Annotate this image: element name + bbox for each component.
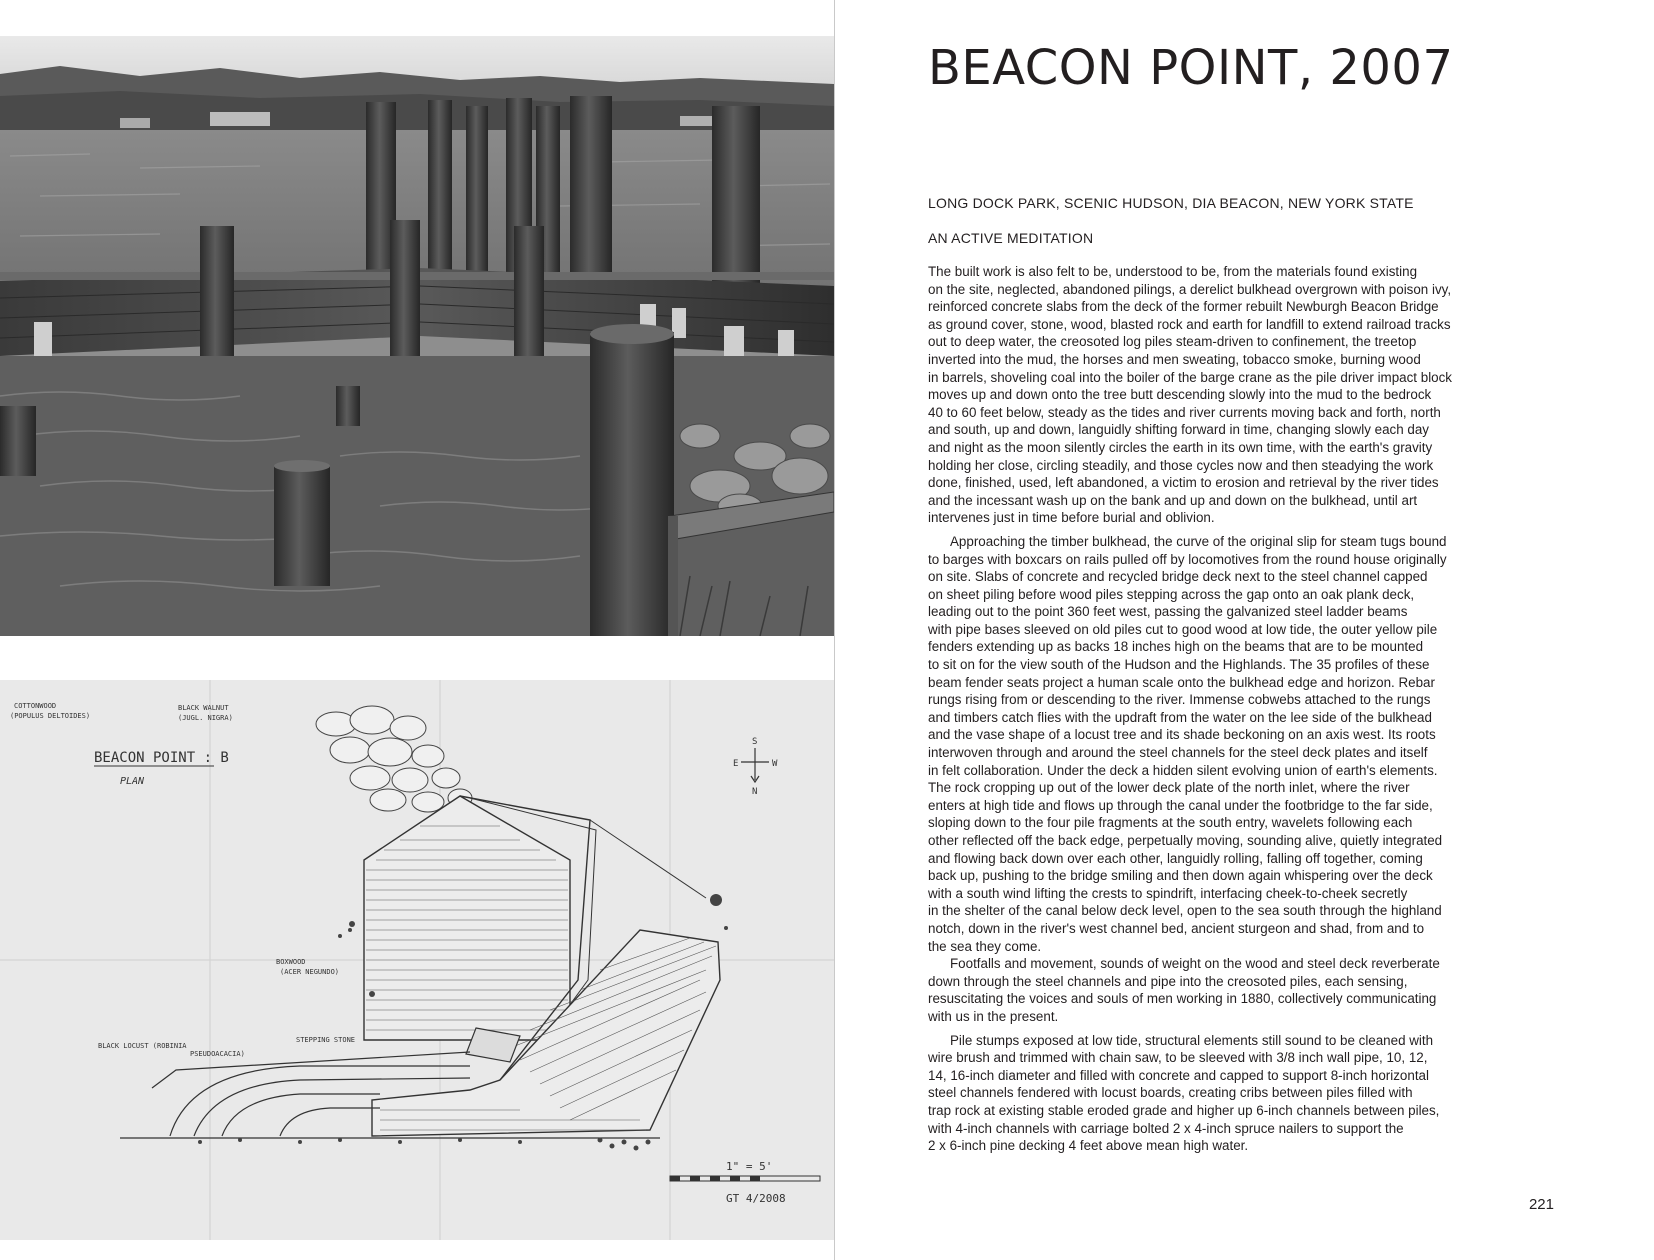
page-gutter xyxy=(834,0,835,1260)
scale-label: 1" = 5' xyxy=(726,1160,773,1173)
cottonwood-latin-label: (POPULUS DELTOIDES) xyxy=(10,712,91,720)
rock-cluster xyxy=(316,706,472,812)
paragraph: The built work is also felt to be, understood to be, from the materials found existing on the site, neglected, abandoned pilings, a derelict bulkhead overgrown with poison ivy, reinforced concrete slabs from the deck of the former rebuilt Newburgh Beacon Bridge as ground cover, stone, wood, blasted rock and earth for landfill to extend railroad tracks out to deep water, the creosoted log piles steam-driven to confinement, the treetop inverted into the mud, the horses and men sweating, tobacco smoke, burning wood in barrels, shoveling coal into the boiler of the barge crane as the pile driver impact block moves up and down onto the tree butt descending slowly into the mud to the bedrock 40 to 60 feet below, steady as the tides and river currents moving back and forth, north and south, up and down, languidly shifting forward in time, changing slowly each day and night as the moon silently circles the earth in its own time, with the earth's gravity holding her close, circling steadily, and those cycles now and then steadying the work done, finished, used, left abandoned, a victim to erosion and retrieval by the river tides and the incessant wash up on the bank and up and down on the bulkhead, until art intervenes just in time before burial and oblivion. xyxy=(928,264,1453,526)
compass-east: E xyxy=(733,759,739,769)
page-title: BEACON POINT, 2007 xyxy=(928,40,1454,96)
compass-south: S xyxy=(752,737,758,747)
pier-photograph xyxy=(0,36,834,636)
black-locust-latin-label: PSEUDOACACIA) xyxy=(190,1050,245,1058)
boxwood-latin-label: (ACER NEGUNDO) xyxy=(280,968,340,976)
black-walnut-latin-label: (JUGL. NIGRA) xyxy=(178,714,233,722)
subtitle-heading: AN ACTIVE MEDITATION xyxy=(928,230,1094,246)
cottonwood-label: COTTONWOOD xyxy=(14,702,57,710)
boxwood-label: BOXWOOD xyxy=(276,958,306,966)
location-heading: LONG DOCK PARK, SCENIC HUDSON, DIA BEACON, NEW YORK STATE xyxy=(928,195,1414,211)
black-walnut-label: BLACK WALNUT xyxy=(178,704,229,712)
paragraph: Pile stumps exposed at low tide, structural elements still sound to be cleaned with wire brush and trimmed with chain saw, to be sleeved with 3/8 inch wall pipe, 10, 12, 14, 16-inch diameter and filled with concrete and capped to support 8-inch horizontal steel channels fendered with locust boards, creating cribs between piles filled with trap rock at existing stable eroded grade and higher up 6-inch channels between piles, with 4-inch channels with carriage bolted 2 x 4-inch spruce nailers to support the 2 x 6-inch pine decking 4 feet above mean high water. xyxy=(928,1032,1440,1154)
scale-bar xyxy=(670,1176,820,1181)
paragraph: Footfalls and movement, sounds of weight on the wood and steel deck reverberate down through the steel channels and pipe into the creosoted piles, each sensing, resuscitating the voices and souls of men working in 1880, collectively communicating with us in the present. xyxy=(928,956,1440,1024)
plan-drawing xyxy=(0,680,834,1240)
page-number: 221 xyxy=(1528,1196,1554,1213)
body-text xyxy=(928,263,1608,1155)
compass-icon xyxy=(741,748,769,782)
drawing-signature: GT 4/2008 xyxy=(726,1192,786,1205)
black-locust-label: BLACK LOCUST (ROBINIA xyxy=(98,1042,187,1050)
plan-subtitle: PLAN xyxy=(120,776,145,787)
plan-title: BEACON POINT : B xyxy=(94,750,229,766)
paragraph: Approaching the timber bulkhead, the curve of the original slip for steam tugs bound to barges with boxcars on rails pulled off by locomotives from the round house originally on site. Slabs of concrete and recycled bridge deck next to the steel channel capped on sheet piling before wood piles stepping across the gap onto an oak plank deck, leading out to the point 360 feet west, passing the galvanized steel ladder beams with pipe bases sleeved on old piles cut to good wood at low tide, the outer yellow pile fenders extending up as backs 18 inches high on the beams that are to be mounted to sit on for the view south of the Hudson and the Highlands. The 35 profiles of these beam fender seats project a human scale onto the bulkhead edge and horizon. Rebar rungs rising from or descending to the river. Immense cobwebs attached to the rungs and timbers catch flies with the updraft from the water on the lee side of the bulkhead and the vase shape of a locust tree and its shade beckoning on an axis west. Its roots interwoven through and around the steel channels for the steel deck plates and itself in felt collaboration. Under the deck a hidden silent evolving union of earth's elements. The rock cropping up out of the lower deck plate of the north inlet, where the river enters at high tide and flows up through the canal under the footbridge to the far side, sloping down to the four pile fragments at the south entry, wavelets following each other reflected off the back edge, perpetually moving, sounding alive, quietly integrated and flowing back down over each other, languidly rolling, falling off together, coming back up, pushing to the bridge smiling and then down again whispering over the deck with a south wind lifting the crests to spindrift, interfacing cheek-to-cheek secretly in the shelter of the canal below deck level, open to the sea south through the highland notch, down in the river's west channel bed, ancient sturgeon and shad, from and to the sea they come. xyxy=(928,533,1447,954)
compass-north: N xyxy=(752,787,758,797)
stepping-stone-label: STEPPING STONE xyxy=(296,1036,356,1044)
compass-west: W xyxy=(772,759,778,769)
